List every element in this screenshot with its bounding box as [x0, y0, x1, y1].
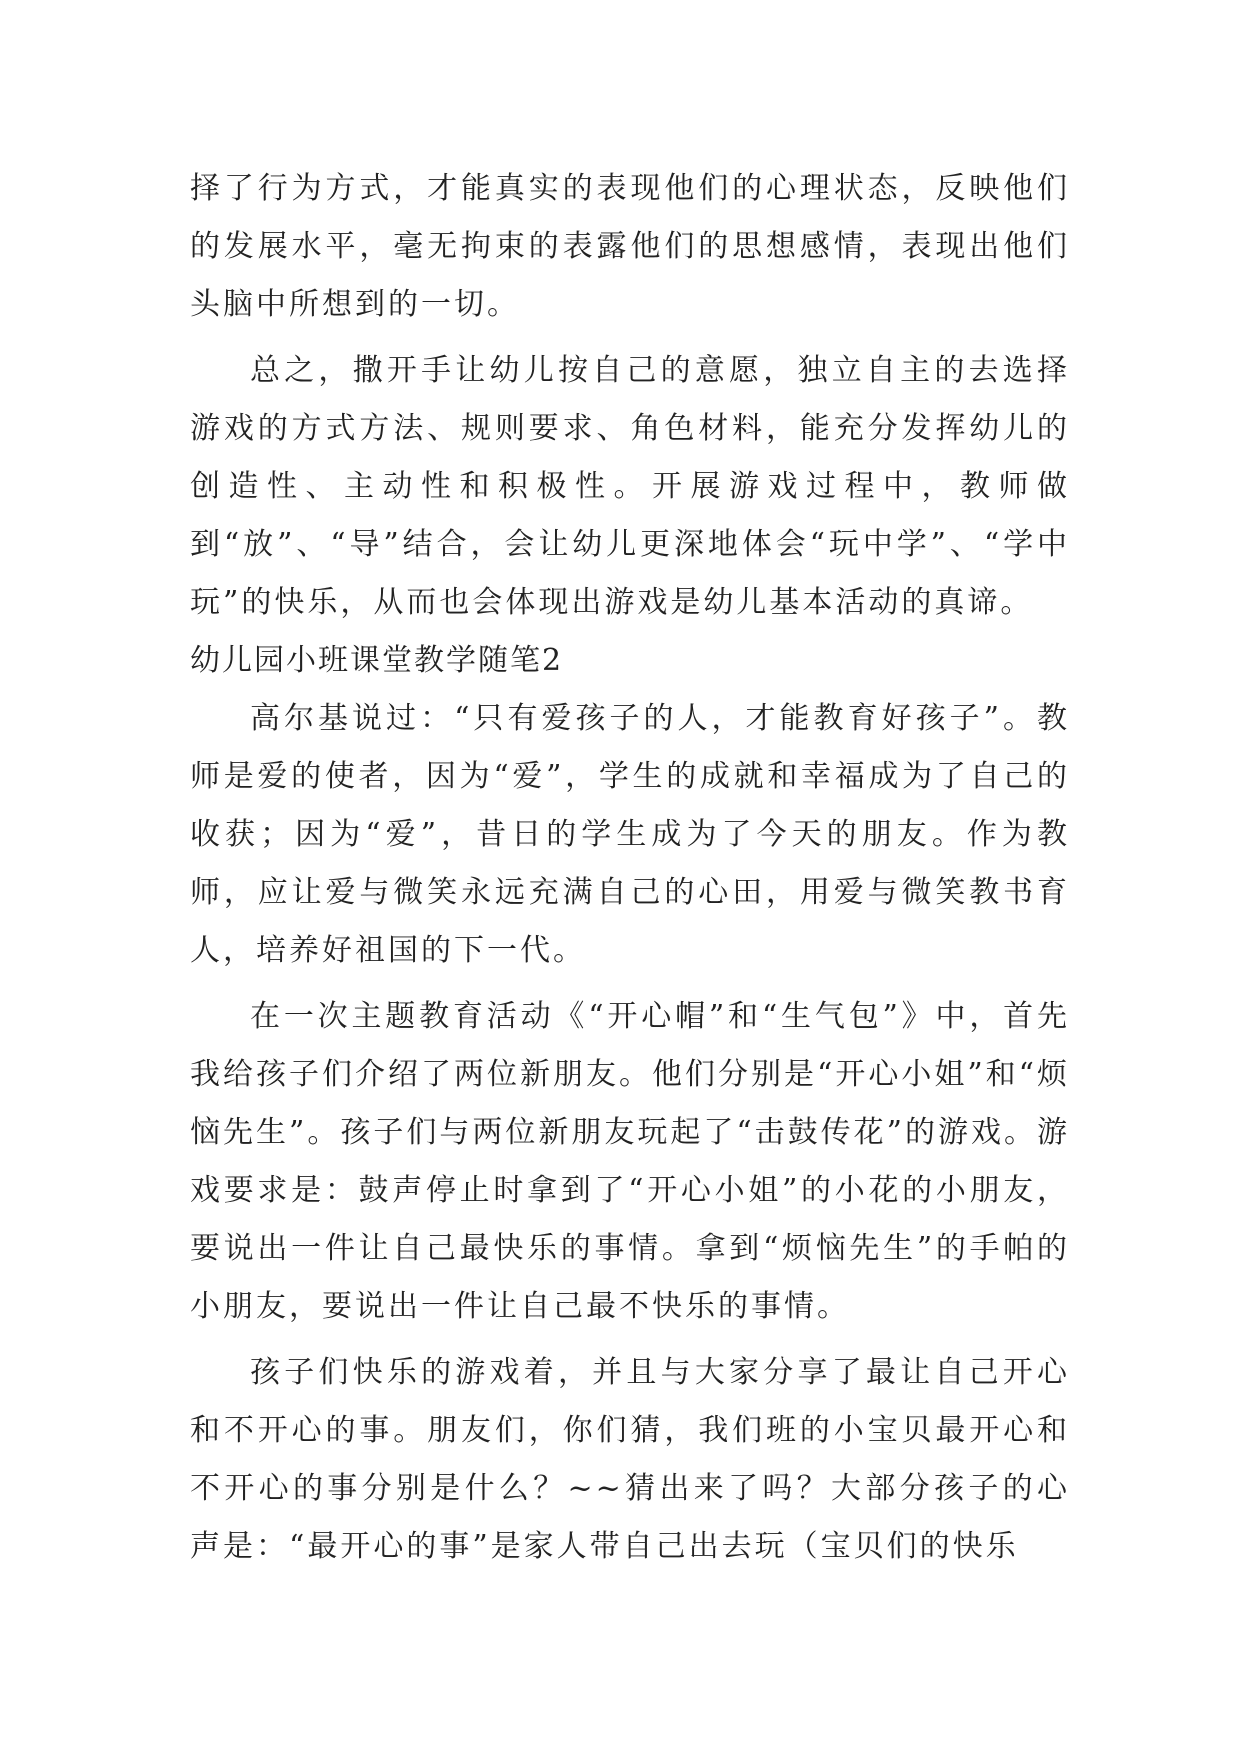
paragraph-1: 择了行为方式，才能真实的表现他们的心理状态，反映他们的发展水平，毫无拘束的表露他们的思想感情，表现出他们头脑中所想到的一切。	[190, 171, 1070, 322]
paragraph-5: 孩子们快乐的游戏着，并且与大家分享了最让自己开心和不开心的事。朋友们，你们猜，我们班的小宝贝最开心和不开心的事分别是什么？~~猜出来了吗？大部分孩子的心声是：“最开心的事”是家人带自己出去玩（宝贝们的快乐	[190, 1355, 1070, 1564]
paragraph-4: 在一次主题教育活动《“开心帽”和“生气包”》中，首先我给孩子们介绍了两位新朋友。他们分别是“开心小姐”和“烦恼先生”。孩子们与两位新朋友玩起了“击鼓传花”的游戏。游戏要求是：鼓声停止时拿到了“开心小姐”的小花的小朋友，要说出一件让自己最快乐的事情。拿到“烦恼先生”的手帕的小朋友，要说出一件让自己最不快乐的事情。	[190, 999, 1071, 1324]
paragraph-2: 总之，撒开手让幼儿按自己的意愿，独立自主的去选择游戏的方式方法、规则要求、角色材料，能充分发挥幼儿的创造性、主动性和积极性。开展游戏过程中，教师做到“放”、“导”结合，会让幼儿更深地体会“玩中学”、“学中玩”的快乐，从而也会体现出游戏是幼儿基本活动的真谛。	[190, 353, 1070, 620]
document-body	[190, 160, 1070, 1576]
section-heading: 幼儿园小班课堂教学随笔2	[190, 643, 564, 678]
paragraph-3: 高尔基说过：“只有爱孩子的人，才能教育好孩子”。教师是爱的使者，因为“爱”，学生的成就和幸福成为了自己的收获；因为“爱”，昔日的学生成为了今天的朋友。作为教师，应让爱与微笑永远充满自己的心田，用爱与微笑教书育人，培养好祖国的下一代。	[190, 701, 1070, 968]
